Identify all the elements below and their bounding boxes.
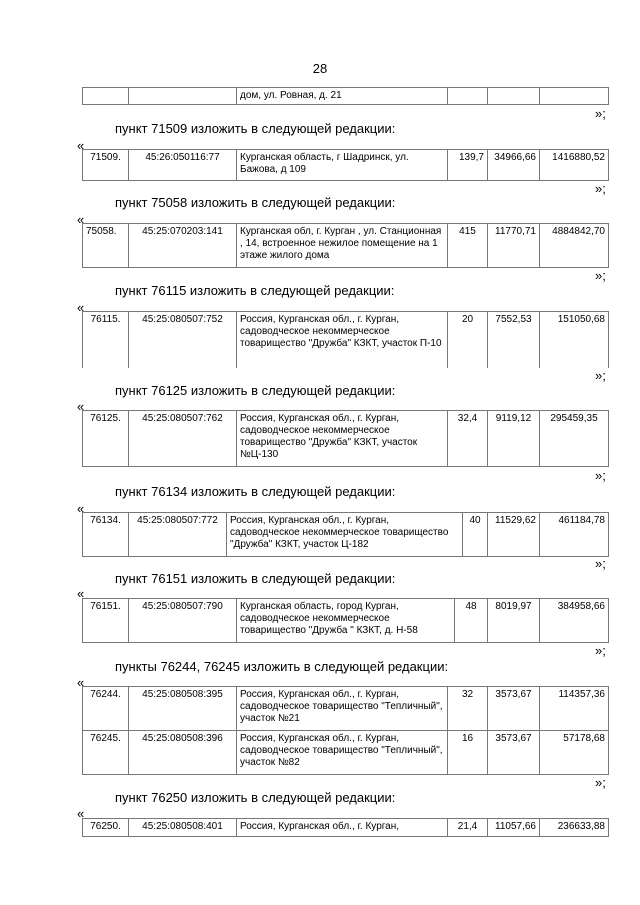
cell-cad: 45:25:080507:762: [129, 411, 237, 467]
edit-table-76151: [82, 598, 609, 643]
cell-total: 295459,35: [540, 411, 609, 467]
closing-quote: »;: [595, 775, 606, 790]
cell-address: Россия, Курганская обл., г. Курган, садоводческое некоммерческое товарищество "Дружба" КЗКТ, участок П-10: [237, 312, 448, 368]
closing-quote: »;: [595, 268, 606, 283]
closing-quote: »;: [595, 556, 606, 571]
cell-num: 76250.: [83, 819, 129, 837]
paragraph-heading: пункт 76151 изложить в следующей редакции:: [115, 571, 396, 586]
closing-quote: »;: [595, 181, 606, 196]
table-row: [83, 224, 609, 268]
table-row: [83, 411, 609, 467]
cell-cad: 45:25:080507:772: [129, 513, 227, 557]
opening-quote: «: [77, 399, 85, 414]
paragraph-heading: пункт 76115 изложить в следующей редакции:: [115, 283, 395, 298]
cell-cad: [129, 88, 237, 105]
cell-area: 139,7: [448, 150, 488, 181]
cell-cad: 45:25:080507:752: [129, 312, 237, 368]
opening-quote: «: [77, 300, 85, 315]
table-row: [83, 88, 609, 105]
opening-quote: «: [77, 586, 85, 601]
cell-area: 415: [448, 224, 488, 268]
edit-table-71509: [82, 149, 609, 181]
table-row: [83, 312, 609, 368]
cell-area: [448, 88, 488, 105]
paragraph-heading: пункт 76250 изложить в следующей редакции:: [115, 790, 396, 805]
closing-quote: »;: [595, 106, 606, 121]
cell-address: Россия, Курганская обл., г. Курган, садоводческое некоммерческое товарищество "Дружба" КЗКТ, участок Ц-182: [227, 513, 463, 557]
continuation-table: [82, 87, 609, 105]
paragraph-heading: пункты 76244, 76245 изложить в следующей редакции:: [115, 659, 449, 674]
cell-num: 76125.: [83, 411, 129, 467]
cell-rate: 7552,53: [488, 312, 540, 368]
cell-total: 236633,88: [540, 819, 609, 837]
table-row: [83, 731, 609, 775]
cell-cad: 45:25:080508:401: [129, 819, 237, 837]
edit-table-76125: [82, 410, 609, 467]
cell-num: 76244.: [83, 687, 129, 731]
cell-rate: 3573,67: [488, 731, 540, 775]
cell-rate: 11057,66: [488, 819, 540, 837]
cell-num: 76245.: [83, 731, 129, 775]
page-number: 28: [312, 61, 328, 76]
closing-quote: »;: [595, 643, 606, 658]
cell-rate: 8019,97: [488, 599, 540, 643]
cell-address: Россия, Курганская обл., г. Курган, садоводческое товарищество "Тепличный", участок №21: [237, 687, 448, 731]
cell-address: дом, ул. Ровная, д. 21: [237, 88, 448, 105]
cell-num: [83, 88, 129, 105]
paragraph-heading: пункт 71509 изложить в следующей редакции:: [115, 121, 396, 136]
cell-area: 21,4: [448, 819, 488, 837]
table-row: [83, 687, 609, 731]
opening-quote: «: [77, 806, 85, 821]
cell-cad: 45:25:080507:790: [129, 599, 237, 643]
cell-rate: [488, 88, 540, 105]
cell-total: 57178,68: [540, 731, 609, 775]
cell-num: 76115.: [83, 312, 129, 368]
cell-area: 40: [463, 513, 488, 557]
edit-table-76115: [82, 311, 609, 368]
cell-address: Россия, Курганская обл., г. Курган, садоводческое товарищество "Тепличный", участок №82: [237, 731, 448, 775]
cell-num: 75058.: [83, 224, 129, 268]
cell-address: Курганская область, город Курган, садоводческое некоммерческое товарищество "Дружба " КЗКТ, д. Н-58: [237, 599, 455, 643]
table-row: [83, 150, 609, 181]
cell-cad: 45:25:080508:396: [129, 731, 237, 775]
opening-quote: «: [77, 501, 85, 516]
cell-num: 76151.: [83, 599, 129, 643]
edit-table-76134: [82, 512, 609, 557]
paragraph-heading: пункт 76125 изложить в следующей редакции:: [115, 383, 396, 398]
cell-rate: 11529,62: [488, 513, 540, 557]
cell-address: Россия, Курганская обл., г. Курган,: [237, 819, 448, 837]
cell-cad: 45:25:080508:395: [129, 687, 237, 731]
table-row: [83, 819, 609, 837]
cell-total: 114357,36: [540, 687, 609, 731]
cell-num: 71509.: [83, 150, 129, 181]
cell-address: Курганская обл, г. Курган , ул. Станционная , 14, встроенное нежилое помещение на 1 этаже жилого дома: [237, 224, 448, 268]
cell-area: 32: [448, 687, 488, 731]
cell-cad: 45:26:050116:77: [129, 150, 237, 181]
cell-total: 151050,68: [540, 312, 609, 368]
table-row: [83, 513, 609, 557]
table-row: [83, 599, 609, 643]
cell-area: 32,4: [448, 411, 488, 467]
cell-cad: 45:25:070203:141: [129, 224, 237, 268]
opening-quote: «: [77, 138, 85, 153]
closing-quote: »;: [595, 368, 606, 383]
edit-table-76244-76245: [82, 686, 609, 775]
cell-total: 4884842,70: [540, 224, 609, 268]
cell-rate: 11770,71: [488, 224, 540, 268]
cell-rate: 9119,12: [488, 411, 540, 467]
edit-table-76250: [82, 818, 609, 837]
cell-total: 384958,66: [540, 599, 609, 643]
cell-area: 20: [448, 312, 488, 368]
closing-quote: »;: [595, 468, 606, 483]
cell-total: 1416880,52: [540, 150, 609, 181]
cell-rate: 3573,67: [488, 687, 540, 731]
cell-address: Россия, Курганская обл., г. Курган, садоводческое некоммерческое товарищество "Дружба" КЗКТ, участок №Ц-130: [237, 411, 448, 467]
paragraph-heading: пункт 75058 изложить в следующей редакции:: [115, 195, 396, 210]
cell-area: 48: [455, 599, 488, 643]
cell-address: Курганская область, г Шадринск, ул. Бажова, д 109: [237, 150, 448, 181]
cell-area: 16: [448, 731, 488, 775]
opening-quote: «: [77, 212, 85, 227]
cell-total: 461184,78: [540, 513, 609, 557]
cell-total: [540, 88, 609, 105]
cell-rate: 34966,66: [488, 150, 540, 181]
cell-num: 76134.: [83, 513, 129, 557]
edit-table-75058: [82, 223, 609, 268]
paragraph-heading: пункт 76134 изложить в следующей редакции:: [115, 484, 396, 499]
opening-quote: «: [77, 675, 85, 690]
